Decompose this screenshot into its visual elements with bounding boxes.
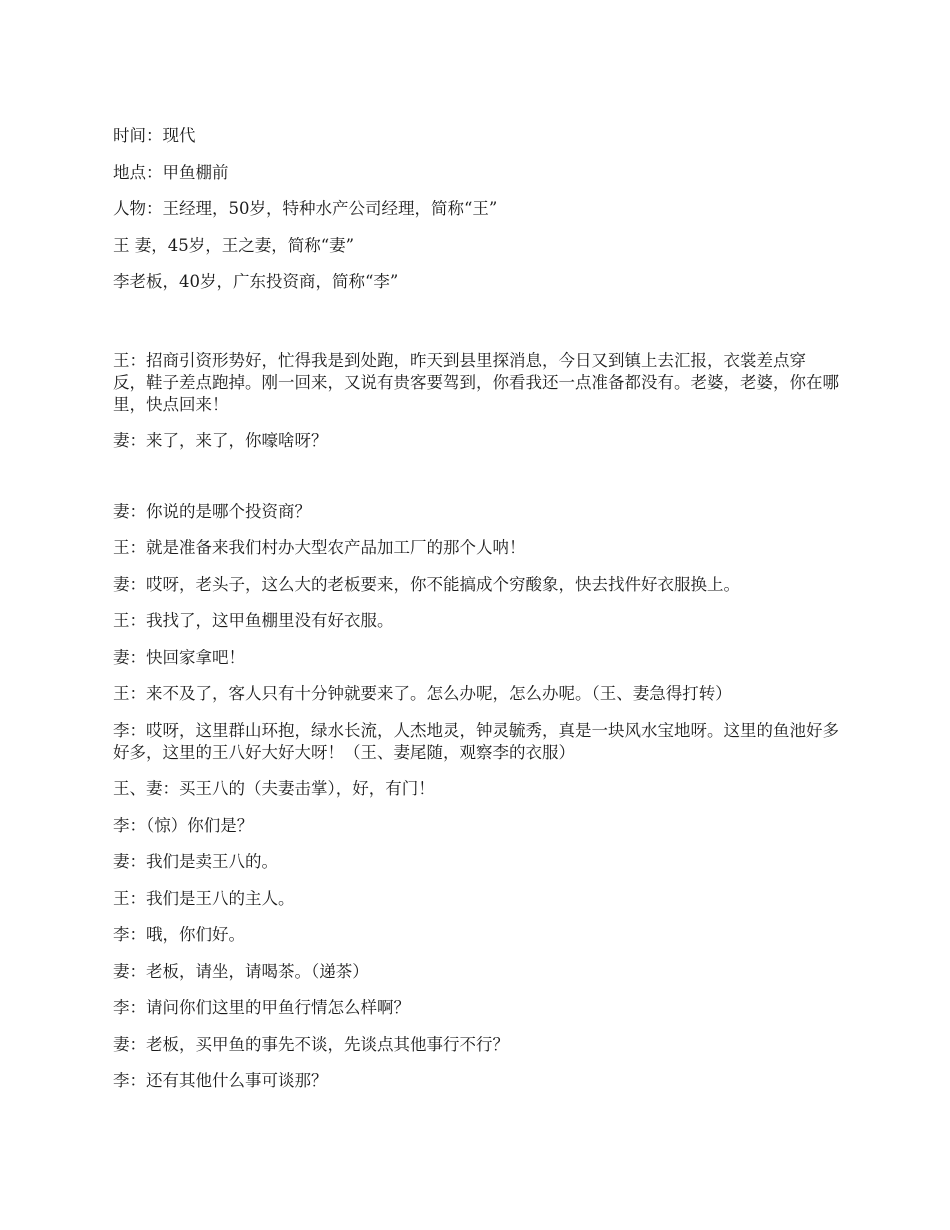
dialogue-line: 王：就是准备来我们村办大型农产品加工厂的那个人呐！ xyxy=(113,538,526,557)
dialogue-line: 妻：来了，来了，你嚎啥呀？ xyxy=(113,431,328,450)
dialogue-line: 王：我找了，这甲鱼棚里没有好衣服。 xyxy=(113,611,394,630)
dialogue-line: 李：（惊）你们是？ xyxy=(113,815,254,835)
dialogue-line: 王、妻：买王八的（夫妻击掌），好，有门！ xyxy=(113,779,435,798)
header-character-li: 李老板，40岁，广东投资商，简称“李” xyxy=(113,272,399,291)
dialogue-line: 李：哦，你们好。 xyxy=(113,925,245,944)
header-character-wang: 人物：王经理，50岁，特种水产公司经理，简称“王” xyxy=(113,199,498,218)
section-gap xyxy=(113,308,843,350)
dialogue-line: 妻：快回家拿吧！ xyxy=(113,647,245,667)
dialogue-line: 妻：老板，买甲鱼的事先不谈，先谈点其他事行不行？ xyxy=(113,1034,509,1054)
section-gap xyxy=(113,467,843,501)
dialogue-line: 李：哎呀，这里群山环抱，绿水长流，人杰地灵，钟灵毓秀，真是一块风水宝地呀。这里的鱼池好多好多，这里的王八好大好大呀！（王、妻尾随，观察李的衣服） xyxy=(113,720,839,762)
dialogue-line: 王：招商引资形势好，忙得我是到处跑，昨天到县里探消息，今日又到镇上去汇报，衣裳差点穿 反，鞋子差点跑掉。刚一回来，又说有贵客要驾到，你看我还一点准备都没有。老婆，老婆，你在哪里，快点回来！ xyxy=(113,350,839,414)
dialogue-line: 李：还有其他什么事可谈那？ xyxy=(113,1071,328,1090)
header-character-wife: 王 妻，45岁，王之妻，简称“妻” xyxy=(113,235,355,255)
dialogue-line: 妻：你说的是哪个投资商？ xyxy=(113,501,311,521)
dialogue-line: 妻：我们是卖王八的。 xyxy=(113,852,278,871)
script-text xyxy=(113,125,843,1107)
dialogue-line: 王：我们是王八的主人。 xyxy=(113,888,295,908)
dialogue-line: 王：来不及了，客人只有十分钟就要来了。怎么办呢，怎么办呢。（王、妻急得打转） xyxy=(113,684,732,703)
dialogue-line: 妻：哎呀，老头子，这么大的老板要来，你不能搞成个穷酸象，快去找件好衣服换上。 xyxy=(113,574,740,594)
header-time: 时间：现代 xyxy=(113,126,196,145)
dialogue-line: 李：请问你们这里的甲鱼行情怎么样啊？ xyxy=(113,998,410,1017)
dialogue-line: 妻：老板，请坐，请喝茶。（递茶） xyxy=(113,961,369,981)
header-place: 地点：甲鱼棚前 xyxy=(113,162,229,182)
